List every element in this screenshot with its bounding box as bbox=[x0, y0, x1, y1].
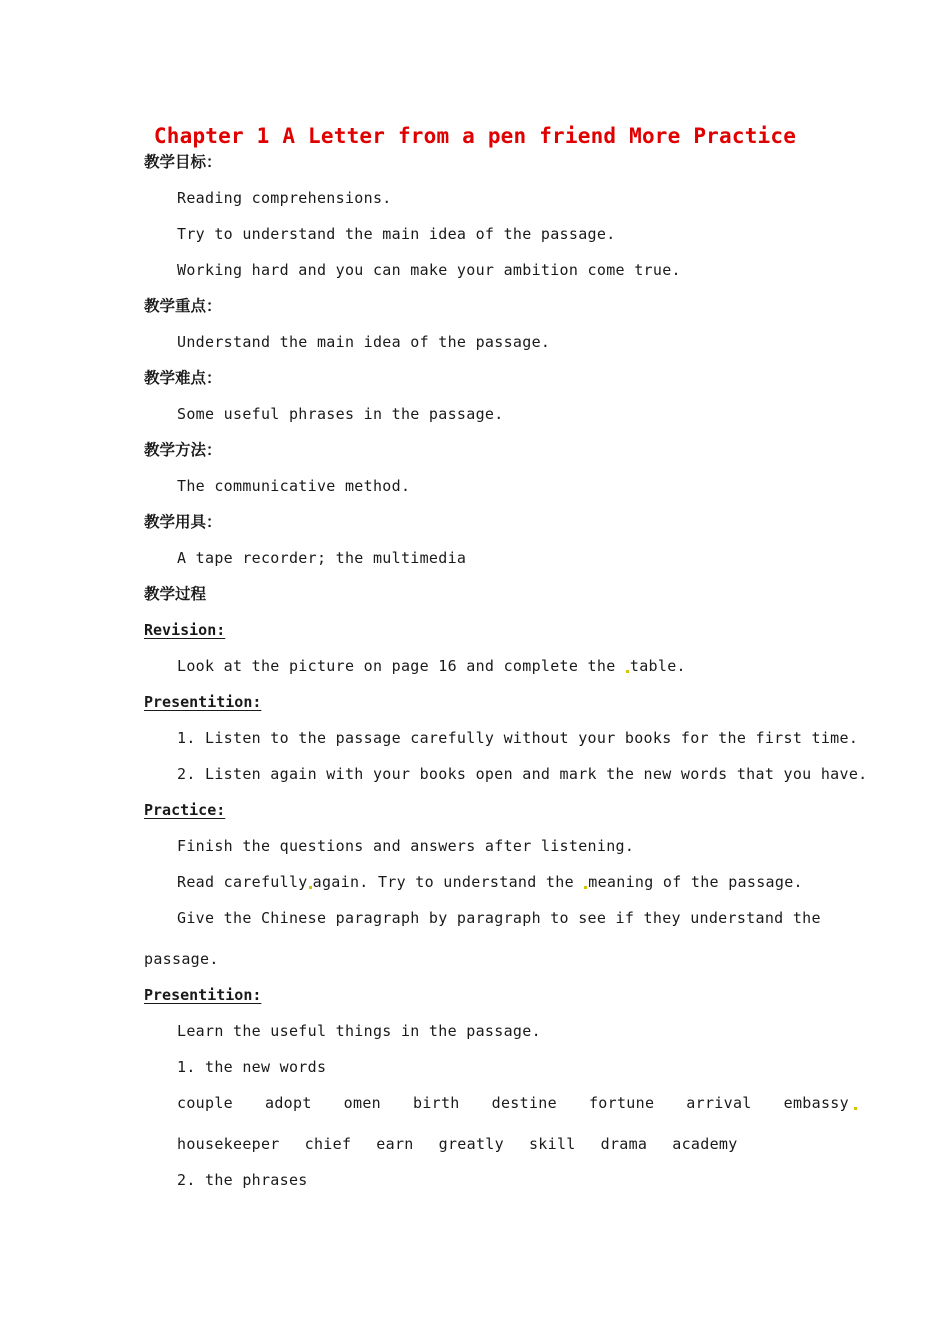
objectives-heading: 教学目标： bbox=[144, 153, 222, 171]
word-item: chief bbox=[304, 1135, 352, 1153]
word-item: skill bbox=[528, 1135, 576, 1153]
word-item: fortune bbox=[588, 1094, 655, 1112]
practice-line-part: again. Try to understand the bbox=[312, 873, 574, 891]
revision-text-part: Look at the picture on page 16 and complete the bbox=[177, 657, 616, 675]
tools-text: A tape recorder; the multimedia bbox=[177, 549, 467, 567]
key-points-heading: 教学重点： bbox=[144, 297, 222, 315]
practice-line-part: meaning of the passage. bbox=[588, 873, 803, 891]
practice-heading: Practice: bbox=[144, 801, 226, 819]
presentation-intro: Learn the useful things in the passage. bbox=[177, 1022, 541, 1040]
objective-item: Try to understand the main idea of the passage. bbox=[177, 225, 616, 243]
word-item: greatly bbox=[438, 1135, 504, 1153]
new-words-row bbox=[177, 1093, 889, 1113]
difficulties-text: Some useful phrases in the passage. bbox=[177, 405, 504, 423]
practice-line: Give the Chinese paragraph by paragraph to see if they understand the bbox=[177, 909, 821, 927]
difficulties-heading: 教学难点： bbox=[144, 369, 222, 387]
presentation-item: 2. Listen again with your books open and mark the new words that you have. bbox=[177, 765, 868, 783]
new-words-label: 1. the new words bbox=[177, 1058, 327, 1076]
objective-item: Working hard and you can make your ambition come true. bbox=[177, 261, 681, 279]
word-item: drama bbox=[600, 1135, 648, 1153]
presentation-item: 1. Listen to the passage carefully without your books for the first time. bbox=[177, 729, 859, 747]
method-heading: 教学方法： bbox=[144, 441, 222, 459]
process-heading: 教学过程 bbox=[144, 585, 207, 603]
tools-heading: 教学用具： bbox=[144, 513, 222, 531]
mark-dot-icon bbox=[626, 670, 629, 673]
practice-line-part: Read carefully bbox=[177, 873, 308, 891]
method-text: The communicative method. bbox=[177, 477, 411, 495]
word-item: omen bbox=[343, 1094, 381, 1112]
key-points-text: Understand the main idea of the passage. bbox=[177, 333, 551, 351]
presentation-heading: Presentition: bbox=[144, 986, 262, 1004]
revision-text-part: table. bbox=[629, 657, 686, 675]
revision-heading: Revision: bbox=[144, 621, 226, 639]
word-item: birth bbox=[412, 1094, 460, 1112]
word-item: adopt bbox=[265, 1094, 312, 1112]
new-words-row bbox=[177, 1134, 763, 1154]
phrases-label: 2. the phrases bbox=[177, 1171, 308, 1189]
mark-dot-icon bbox=[584, 886, 587, 889]
word-item: arrival bbox=[686, 1094, 752, 1112]
objective-item: Reading comprehensions. bbox=[177, 189, 392, 207]
word-item: couple bbox=[177, 1094, 233, 1112]
word-item: housekeeper bbox=[177, 1135, 280, 1153]
practice-line bbox=[177, 872, 803, 892]
practice-line: Finish the questions and answers after listening. bbox=[177, 837, 635, 855]
word-item: academy bbox=[672, 1135, 738, 1153]
presentation-heading: Presentition: bbox=[144, 693, 262, 711]
mark-dot-icon bbox=[854, 1107, 857, 1110]
word-item: embassy bbox=[783, 1094, 849, 1112]
mark-dot-icon bbox=[309, 886, 312, 889]
revision-text bbox=[177, 656, 686, 676]
document-title: Chapter 1 A Letter from a pen friend More Practice bbox=[153, 124, 797, 148]
word-item: earn bbox=[376, 1135, 414, 1153]
practice-line: passage. bbox=[144, 950, 219, 968]
word-item: destine bbox=[491, 1094, 557, 1112]
